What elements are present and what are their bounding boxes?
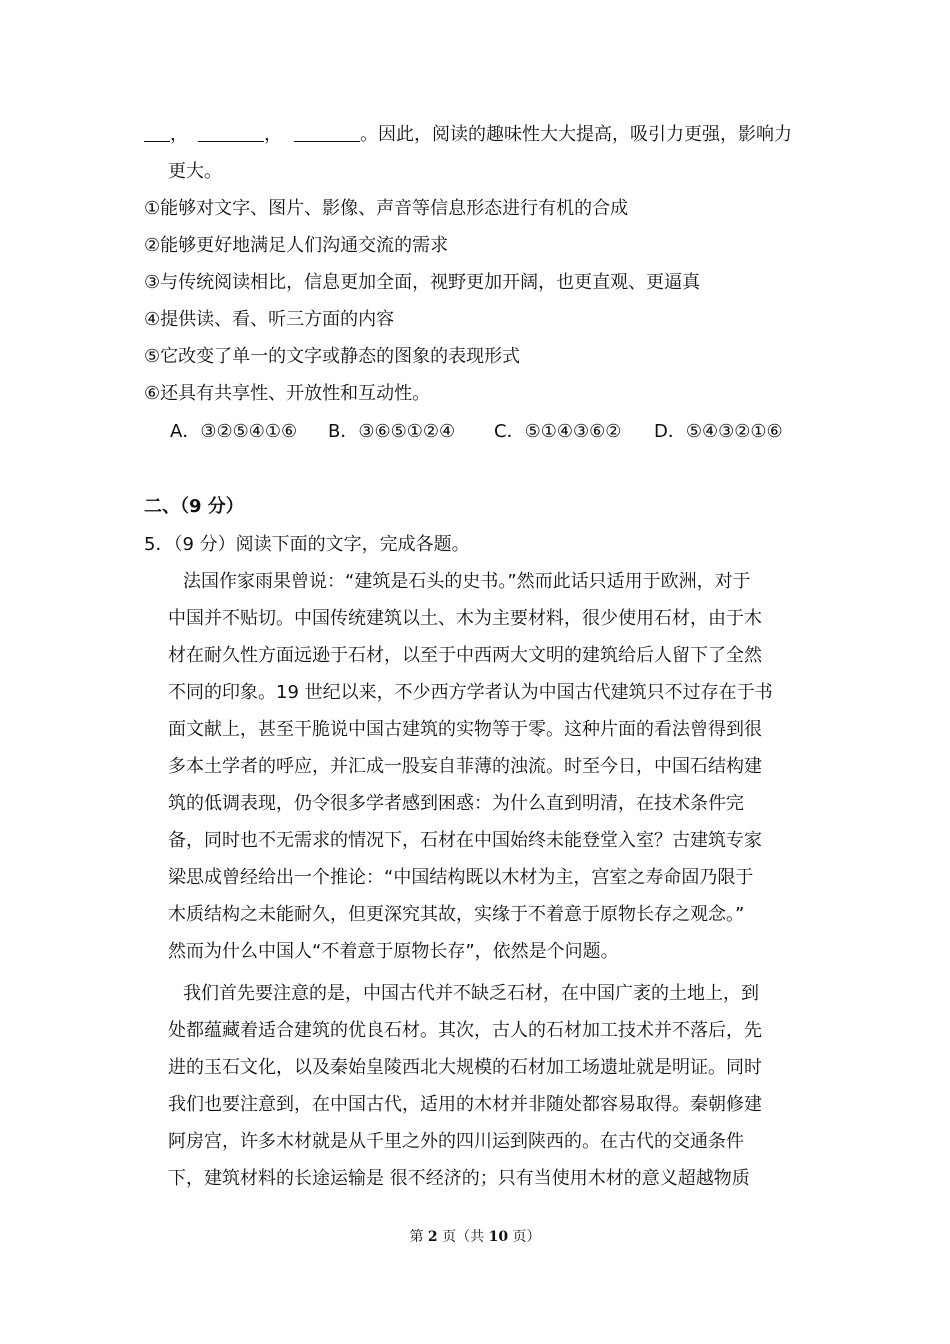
- passage-line: 我们首先要注意的是，中国古代并不缺乏石材，在中国广袤的土地上，到: [183, 983, 759, 1004]
- statement-6: ⑥还具有共享性、开放性和互动性。: [144, 383, 431, 404]
- question-number: 5．: [144, 534, 174, 555]
- question-5: [144, 533, 470, 557]
- separator-2: ，: [264, 124, 282, 145]
- statement-4: ④提供读、看、听三方面的内容: [144, 309, 395, 330]
- statement-2: ②能够更好地满足人们沟通交流的需求: [144, 235, 449, 256]
- passage-line: 我们也要注意到，在中国古代，适用的木材并非随处都容易取得。秦朝修建: [168, 1094, 762, 1115]
- passage-line: 梁思成曾经给出一个推论：“中国结构既以木材为主，宫室之寿命固乃限于: [168, 867, 754, 888]
- passage-line: 然而为什么中国人“不着意于原物长存”，依然是个问题。: [168, 941, 619, 962]
- answer-blank-3[interactable]: [294, 123, 360, 142]
- footer-prefix: 第: [409, 1229, 428, 1245]
- footer-suffix: 页）: [508, 1229, 541, 1245]
- passage-line: 处都蕴藏着适合建筑的优良石材。其次，古人的石材加工技术并不落后，先: [168, 1020, 762, 1041]
- statement-1: ①能够对文字、图片、影像、声音等信息形态进行有机的合成: [144, 198, 629, 219]
- passage-line: 筑的低调表现，仍令很多学者感到困惑：为什么直到明清，在技术条件完: [168, 793, 744, 814]
- passage-line: 中国并不贴切。中国传统建筑以土、木为主要材料，很少使用石材，由于木: [168, 608, 762, 629]
- passage-line: 备，同时也不无需求的情况下，石材在中国始终未能登堂入室？古建筑专家: [168, 830, 762, 851]
- passage-line: 木质结构之未能耐久，但更深究其故，实缘于不着意于原物长存之观念。”: [168, 904, 745, 925]
- passage-line: 下，建筑材料的长途运输是 很不经济的；只有当使用木材的意义超越物质: [168, 1168, 750, 1189]
- fill-in-sentence: [144, 123, 792, 147]
- fill-sentence-continuation: 更大。: [168, 161, 222, 182]
- total-page-count: 10: [488, 1229, 509, 1245]
- answer-options: [170, 420, 783, 444]
- statement-3: ③与传统阅读相比，信息更加全面，视野更加开阔，也更直观、更逼真: [144, 272, 701, 293]
- passage-line: 面文献上，甚至干脆说中国古建筑的实物等于零。这种片面的看法曾得到很: [168, 719, 762, 740]
- statement-5: ⑤它改变了单一的文字或静态的图象的表现形式: [144, 346, 521, 367]
- passage-line: 材在耐久性方面远逊于石材，以至于中西两大文明的建筑给后人留下了全然: [168, 645, 762, 666]
- fill-sentence-text: 。因此，阅读的趣味性大大提高，吸引力更强，影响力: [360, 124, 792, 145]
- passage-line: 进的玉石文化，以及秦始皇陵西北大规模的石材加工场遗址就是明证。同时: [168, 1057, 762, 1078]
- passage-line: 多本土学者的呼应，并汇成一股妄自菲薄的浊流。时至今日，中国石结构建: [168, 756, 762, 777]
- passage-line: 不同的印象。19 世纪以来，不少西方学者认为中国古代建筑只不过存在于书: [168, 682, 773, 703]
- separator-1: ，: [170, 124, 188, 145]
- page-footer: [0, 1227, 950, 1247]
- question-stem: （9 分）阅读下面的文字，完成各题。: [173, 534, 470, 555]
- option-a[interactable]: A．③②⑤④①⑥: [170, 421, 298, 442]
- answer-blank-2[interactable]: [198, 123, 264, 142]
- option-d[interactable]: D．⑤④③②①⑥: [654, 421, 783, 442]
- answer-blank-1[interactable]: [144, 123, 170, 142]
- footer-middle: 页（共: [437, 1229, 489, 1245]
- option-c[interactable]: C．⑤①④③⑥②: [494, 421, 622, 442]
- section-heading: 二、（9 分）: [144, 496, 244, 517]
- passage-line: 法国作家雨果曾说：“建筑是石头的史书。”然而此话只适用于欧洲，对于: [183, 571, 751, 592]
- option-b[interactable]: B．③⑥⑤①②④: [328, 421, 456, 442]
- passage-line: 阿房宫，许多木材就是从千里之外的四川运到陕西的。在古代的交通条件: [168, 1131, 744, 1152]
- current-page-number: 2: [427, 1229, 438, 1245]
